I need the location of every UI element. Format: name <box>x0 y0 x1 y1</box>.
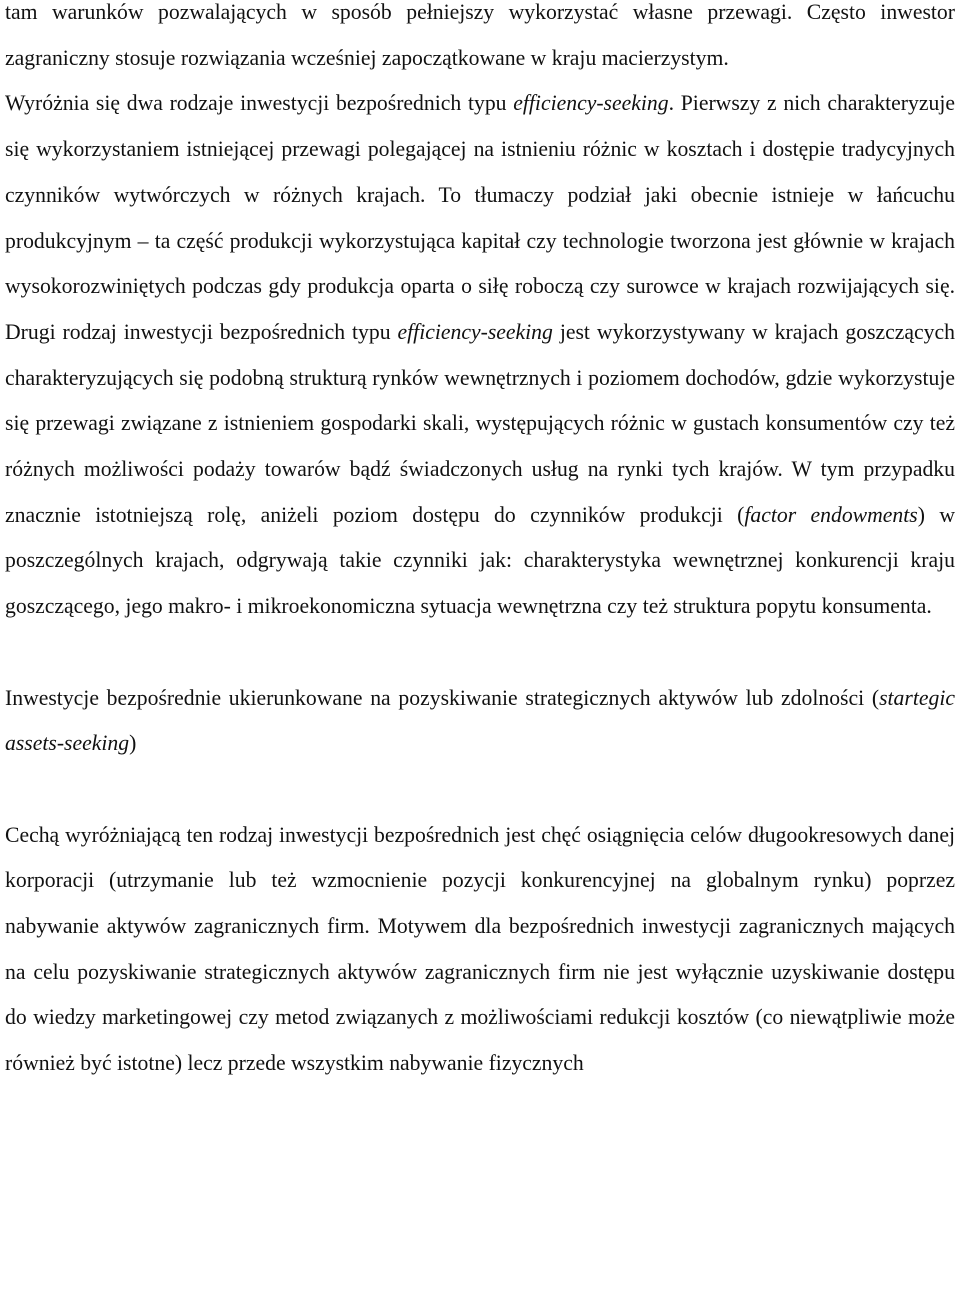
paragraph-text: Wyróżnia się dwa rodzaje inwestycji bezpośrednich typu <box>5 91 514 116</box>
paragraph-strategic-assets: Cechą wyróżniającą ten rodzaj inwestycji bezpośrednich jest chęć osiągnięcia celów długookresowych danej korporacji (utrzymanie lub też wzmocnienie pozycji konkurencyjnej na globalnym rynku) poprzez nabywanie aktywów zagranicznych firm. Motywem dla bezpośrednich inwestycji zagranicznych mających na celu pozyskiwanie strategicznych aktywów zagranicznych firm nie jest wyłącznie uzyskiwanie dostępu do wiedzy marketingowej czy metod związanych z możliwościami redukcji kosztów (co niewątpliwie może również być istotne) lecz przede wszystkim nabywanie fizycznych <box>5 822 955 1076</box>
section-heading <box>5 676 955 767</box>
heading-text: ) <box>129 731 137 756</box>
italic-term: efficiency-seeking <box>397 319 553 344</box>
paragraph-spacer <box>5 630 955 676</box>
paragraph-text: jest wykorzystywany w krajach goszczących charakteryzujących się podobną strukturą rynków wewnętrznych i poziomem dochodów, gdzie wykorzystuje się przewagi związane z istnieniem gospodarki skali, występujących różnic w gustach konsumentów czy też różnych możliwości podaży towarów bądź świadczonych usług na rynki tych krajów. W tym przypadku znacznie istotniejszą rolę, aniżeli poziom dostępu do czynników produkcji ( <box>5 319 955 527</box>
italic-term: efficiency-seeking <box>513 91 669 116</box>
italic-term: factor endowments <box>744 502 918 527</box>
paragraph-spacer <box>5 767 955 813</box>
paragraph-text: ) w poszczególnych krajach, odgrywają takie czynniki jak: charakterystyka wewnętrznej konkurencji kraju goszczącego, jego makro- i mikroekonomiczna sytuacja wewnętrzna czy też struktura popytu konsumenta. <box>5 502 955 619</box>
paragraph-text: . Pierwszy z nich charakteryzuje się wykorzystaniem istniejącej przewagi polegającej na istnieniu różnic w kosztach i dostępie tradycyjnych czynników wytwórczych w różnych krajach. To tłumaczy podział jaki obecnie istnieje w łańcuchu produkcyjnym – ta część produkcji wykorzystująca kapitał czy technologie tworzona jest głównie w krajach wysokorozwiniętych podczas gdy produkcja oparta o siłę roboczą czy surowce w krajach rozwijających się. Drugi rodzaj inwestycji bezpośrednich typu <box>5 91 955 344</box>
paragraph-intro: tam warunków pozwalających w sposób pełniejszy wykorzystać własne przewagi. Często inwestor zagraniczny stosuje rozwiązania wcześniej zapoczątkowane w kraju macierzystym. <box>5 0 955 70</box>
paragraph-efficiency-seeking <box>5 81 955 629</box>
document-page <box>5 0 955 1087</box>
italic-term: startegic assets-seeking <box>5 685 955 756</box>
heading-text: Inwestycje bezpośrednie ukierunkowane na pozyskiwanie strategicznych aktywów lub zdolności ( <box>5 685 880 710</box>
